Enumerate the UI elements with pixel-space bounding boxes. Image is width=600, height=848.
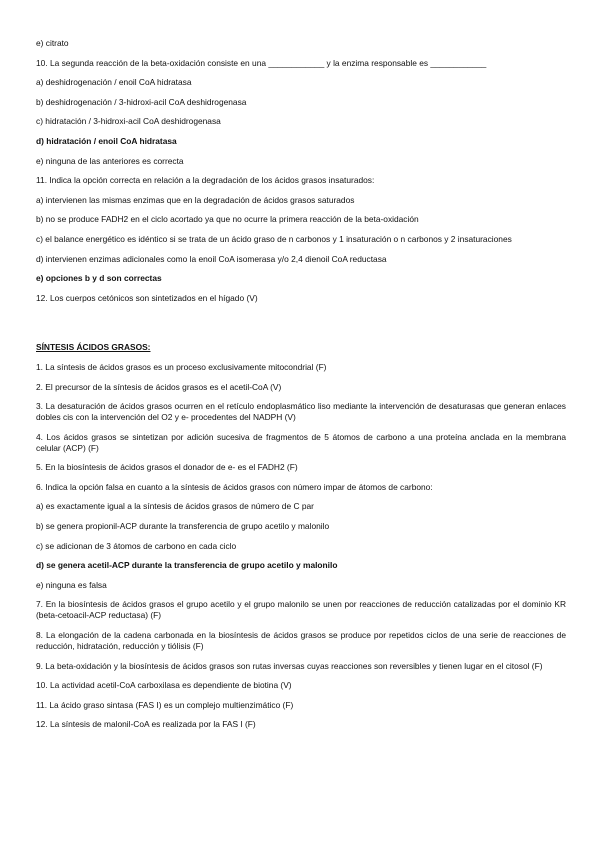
text-line: 2. El precursor de la síntesis de ácidos grasos es el acetil-CoA (V) [36, 381, 282, 392]
text-line: b) deshidrogenación / 3-hidroxi-acil CoA deshidrogenasa [36, 96, 247, 107]
text-line: 6. Indica la opción falsa en cuanto a la síntesis de ácidos grasos con número impar de átomos de carbono: [36, 481, 433, 492]
correct-answer-line: d) hidratación / enoil CoA hidratasa [36, 135, 177, 146]
text-line: 8. La elongación de la cadena carbonada en la biosíntesis de ácidos grasos se produce por repetidos ciclos de una serie de reacciones de reducción, hidratación, reducción y tiólisis (F) [36, 630, 566, 652]
text-line: a) deshidrogenación / enoil CoA hidratasa [36, 77, 192, 88]
text-line: 4. Los ácidos grasos se sintetizan por adición sucesiva de fragmentos de 5 átomos de carbono a una proteína anclada en la membrana celular (ACP) (F) [36, 431, 566, 453]
text-line: d) intervienen enzimas adicionales como la enoil CoA isomerasa y/o 2,4 dienoil CoA reductasa [36, 253, 387, 264]
section-gap [36, 312, 566, 342]
text-line: 11. La ácido graso sintasa (FAS I) es un complejo multienzimático (F) [36, 699, 294, 710]
text-line: a) intervienen las mismas enzimas que en la degradación de ácidos grasos saturados [36, 194, 355, 205]
correct-answer-line: d) se genera acetil-ACP durante la transferencia de grupo acetilo y malonilo [36, 560, 338, 571]
text-line: a) es exactamente igual a la síntesis de ácidos grasos de número de C par [36, 501, 314, 512]
correct-answer-line: e) opciones b y d son correctas [36, 273, 162, 284]
text-line: 5. En la biosíntesis de ácidos grasos el donador de e- es el FADH2 (F) [36, 462, 298, 473]
text-line: e) ninguna es falsa [36, 579, 107, 590]
text-line: 1. La síntesis de ácidos grasos es un proceso exclusivamente mitocondrial (F) [36, 361, 327, 372]
text-line: c) se adicionan de 3 átomos de carbono en cada ciclo [36, 540, 237, 551]
text-line: 11. Indica la opción correcta en relación a la degradación de los ácidos grasos insaturados: [36, 175, 375, 186]
text-line: b) no se produce FADH2 en el ciclo acortado ya que no ocurre la primera reacción de la beta-oxidación [36, 214, 419, 225]
text-line: 9. La beta-oxidación y la biosíntesis de ácidos grasos son rutas inversas cuyas reacciones son reversibles y tienen lugar en el citosol (F) [36, 660, 543, 671]
text-line: e) ninguna de las anteriores es correcta [36, 155, 184, 166]
text-line: 7. En la biosíntesis de ácidos grasos el grupo acetilo y el grupo malonilo se unen por reacciones de reducción catalizadas por el dominio KR (beta-cetoacil-ACP reductasa) (F) [36, 599, 566, 621]
beta-oxidation-questions [36, 38, 566, 304]
text-line: b) se genera propionil-ACP durante la transferencia de grupo acetilo y malonilo [36, 521, 330, 532]
text-line: e) citrato [36, 38, 69, 48]
text-line: 10. La segunda reacción de la beta-oxidación consiste en una ____________ y la enzima responsable es ____________ [36, 57, 487, 68]
text-line: 12. La síntesis de malonil-CoA es realizada por la FAS I (F) [36, 719, 256, 730]
section-title: SÍNTESIS ÁCIDOS GRASOS: [36, 342, 151, 353]
text-line: 12. Los cuerpos cetónicos son sintetizados en el hígado (V) [36, 292, 258, 303]
fatty-acid-synthesis-questions [36, 362, 566, 731]
text-line: c) el balance energético es idéntico si se trata de un ácido graso de n carbonos y 1 insaturación o n carbonos y 2 insaturaciones [36, 233, 512, 244]
text-line: 3. La desaturación de ácidos grasos ocurren en el retículo endoplasmático liso mediante la intervención de desaturasas que generan enlaces dobles cis con la intervención del O2 y e- procedentes del NADPH (V) [36, 401, 566, 423]
text-line: c) hidratación / 3-hidroxi-acil CoA deshidrogenasa [36, 116, 221, 127]
text-line: 10. La actividad acetil-CoA carboxilasa es dependiente de biotina (V) [36, 680, 292, 691]
